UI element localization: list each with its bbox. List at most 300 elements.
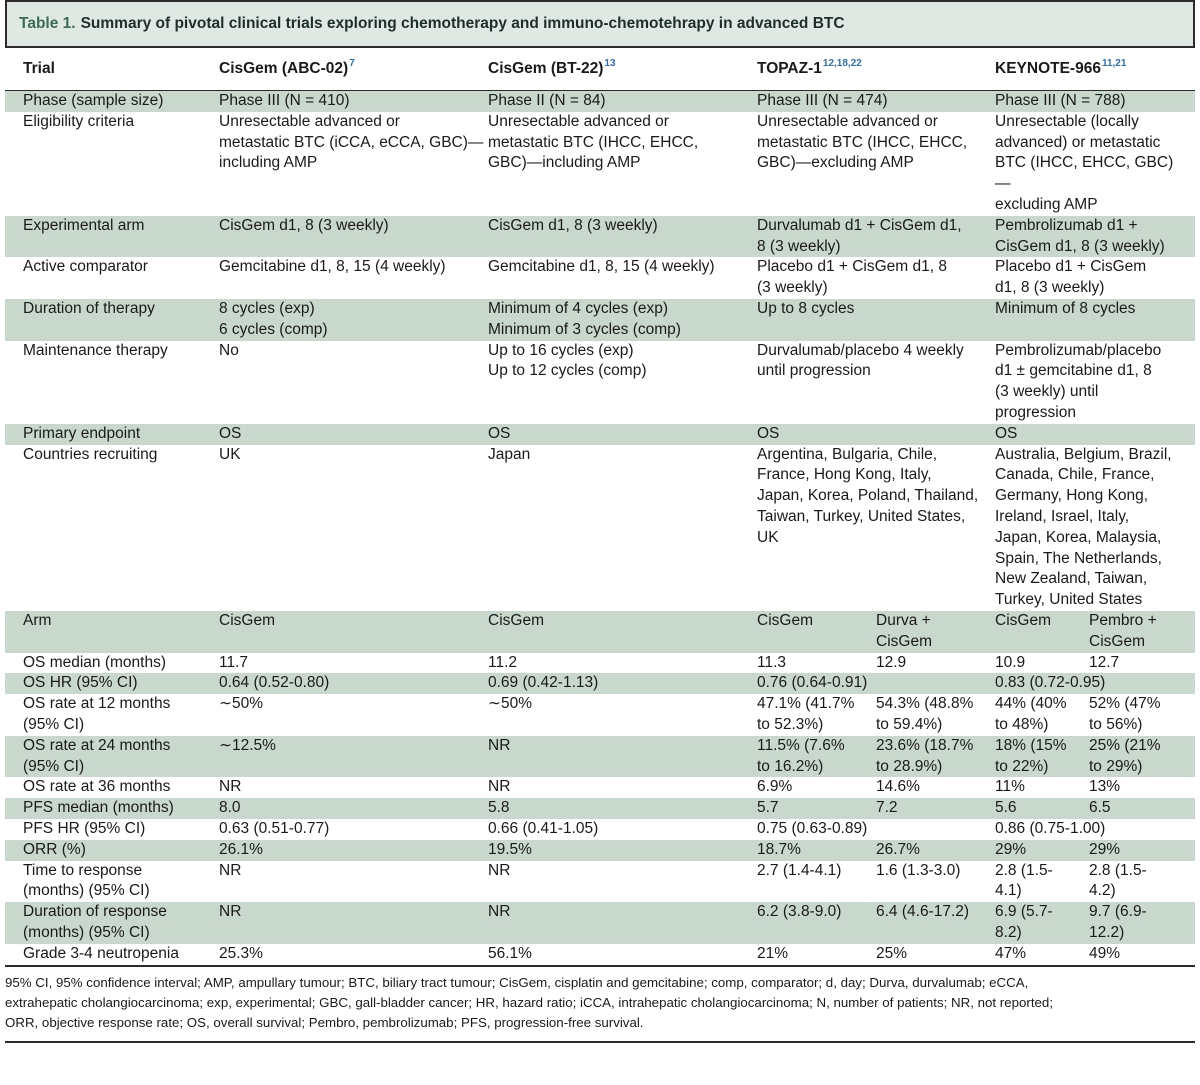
row-label <box>23 112 134 133</box>
cell-line: including AMP <box>219 154 318 172</box>
cell-line: CisGem d1, 8 (3 weekly) <box>995 237 1165 255</box>
cell-line: Minimum of 4 cycles (exp) <box>488 299 669 317</box>
cell-line: GBC)—including AMP <box>488 154 641 172</box>
header-ref: 11,21 <box>1101 57 1127 69</box>
cell-line: 54.3% (48.8% <box>876 695 974 713</box>
cell-keynote966 <box>995 819 1105 840</box>
cell-line: 8 (3 weekly) <box>757 237 841 255</box>
cell-line: Pembrolizumab d1 + <box>995 216 1138 234</box>
cell-line: Primary endpoint <box>23 424 141 442</box>
header-ref: 12,18,22 <box>822 57 862 69</box>
cell-topaz1 <box>757 341 964 383</box>
cell-line: NR <box>488 778 511 796</box>
cell-line: 44% (40% <box>995 695 1067 713</box>
cell-keynote966 <box>995 902 1053 944</box>
cell-line: to 16.2%) <box>757 757 824 775</box>
cell-abc02 <box>219 611 275 632</box>
cell-abc02 <box>219 445 241 466</box>
cell-topaz1-durva <box>876 736 973 778</box>
cell-line: 13% <box>1089 778 1121 796</box>
cell-line: CisGem d1, 8 (3 weekly) <box>488 216 658 234</box>
row-label <box>23 673 138 694</box>
cell-line: progression <box>995 403 1076 421</box>
cell-line: 0.66 (0.41-1.05) <box>488 819 599 837</box>
cell-line: Minimum of 3 cycles (comp) <box>488 320 681 338</box>
cell-line: 7.2 <box>876 799 898 817</box>
cell-keynote966 <box>995 299 1135 320</box>
table-footnote <box>5 965 1195 1037</box>
cell-line: to 56%) <box>1089 715 1143 733</box>
cell-line: ∼12.5% <box>219 736 276 754</box>
cell-line: Placebo d1 + CisGem <box>995 258 1147 276</box>
cell-line: CisGem <box>876 632 932 650</box>
table-body <box>5 91 1195 965</box>
cell-line: Taiwan, Turkey, United States, <box>757 507 966 525</box>
cell-line: (months) (95% CI) <box>23 882 150 900</box>
cell-abc02 <box>219 694 263 715</box>
cell-line: Australia, Belgium, Brazil, <box>995 445 1172 463</box>
footnote-line: extrahepatic cholangiocarcinoma; exp, experimental; GBC, gall-bladder cancer; HR, hazard ratio; iCCA, intrahepatic cholangiocarcinoma; N, number of patients; NR, not reported; <box>5 994 1054 1010</box>
trials-table <box>5 46 1195 965</box>
cell-line: UK <box>757 528 779 546</box>
cell-keynote966 <box>995 257 1146 299</box>
cell-line: Unresectable advanced or <box>757 112 938 130</box>
row-label <box>23 445 157 466</box>
cell-bt22 <box>488 736 510 757</box>
row-label <box>23 819 145 840</box>
cell-line: 14.6% <box>876 778 920 796</box>
cell-line: d1 ± gemcitabine d1, 8 <box>995 362 1152 380</box>
cell-line: 11.3 <box>757 653 787 671</box>
cell-line: 0.76 (0.64-0.91) <box>757 674 868 692</box>
cell-line: OS <box>757 424 780 442</box>
cell-line: Durva + <box>876 611 931 629</box>
cell-line: Pembro + <box>1089 611 1157 629</box>
cell-line: 11.2 <box>488 653 518 671</box>
cell-bt22 <box>488 861 510 882</box>
cell-line: Arm <box>23 611 52 629</box>
cell-line: 11.5% (7.6% <box>757 736 845 754</box>
cell-topaz1-durva <box>876 840 920 861</box>
cell-keynote966 <box>995 341 1161 424</box>
cell-abc02 <box>219 299 328 341</box>
cell-line: Time to response <box>23 861 143 879</box>
cell-abc02 <box>219 944 263 965</box>
cell-keynote966 <box>995 216 1165 258</box>
row-label <box>23 91 163 112</box>
cell-line: Gemcitabine d1, 8, 15 (4 weekly) <box>488 258 715 276</box>
cell-line: Experimental arm <box>23 216 145 234</box>
cell-line: France, Hong Kong, Italy, <box>757 466 932 484</box>
table-row <box>5 611 1195 653</box>
cell-topaz1-durva <box>876 798 898 819</box>
cell-keynote966-pembro <box>1089 944 1120 965</box>
row-label <box>23 611 51 632</box>
cell-line: CisGem <box>488 611 544 629</box>
cell-line: excluding AMP <box>995 195 1098 213</box>
cell-line: Durvalumab/placebo 4 weekly <box>757 341 964 359</box>
cell-abc02 <box>219 736 276 757</box>
cell-line: 6.9% <box>757 778 793 796</box>
row-label <box>23 777 170 798</box>
cell-line: CisGem <box>1089 632 1145 650</box>
bottom-rule <box>5 1041 1195 1043</box>
cell-line: No <box>219 341 239 359</box>
cell-line: advanced) or metastatic <box>995 133 1161 151</box>
row-label <box>23 736 170 778</box>
cell-topaz1-durva <box>876 653 906 674</box>
cell-line: 12.7 <box>1089 653 1120 671</box>
cell-line: NR <box>488 903 511 921</box>
row-label <box>23 653 166 674</box>
table-caption <box>5 0 1195 46</box>
cell-bt22 <box>488 257 715 278</box>
cell-line: ∼50% <box>488 695 533 713</box>
cell-abc02 <box>219 257 446 278</box>
cell-abc02 <box>219 673 329 694</box>
cell-line: metastatic BTC (iCCA, eCCA, GBC)— <box>219 133 484 151</box>
cell-topaz1 <box>757 299 854 320</box>
cell-abc02 <box>219 216 389 237</box>
cell-line: Spain, The Netherlands, <box>995 549 1162 567</box>
cell-line: 1.6 (1.3-3.0) <box>876 861 961 879</box>
cell-line: to 28.9%) <box>876 757 943 775</box>
cell-topaz1-durva <box>876 902 969 923</box>
cell-keynote966 <box>995 798 1017 819</box>
cell-line: GBC)—excluding AMP <box>757 154 914 172</box>
table-header-row <box>5 48 1195 91</box>
cell-line: 49% <box>1089 944 1121 962</box>
cell-line: 4.2) <box>1089 882 1116 900</box>
cell-topaz1 <box>757 861 841 882</box>
footnote-line: 95% CI, 95% confidence interval; AMP, ampullary tumour; BTC, biliary tract tumour; CisGem, cisplatin and gemcitabine; comp, comparator; d, day; Durva, durvalumab; eCCA, <box>5 974 1029 990</box>
cell-line: 12.9 <box>876 653 907 671</box>
cell-line: NR <box>219 778 242 796</box>
caption-text: Summary of pivotal clinical trials exploring chemotherapy and immuno-chemotehrapy in advanced BTC <box>80 15 845 32</box>
cell-line: 29% <box>995 840 1027 858</box>
header-ref: 7 <box>349 57 355 69</box>
cell-bt22 <box>488 819 598 840</box>
cell-bt22 <box>488 299 681 341</box>
cell-line: ORR (%) <box>23 840 86 858</box>
table-row <box>5 673 1195 694</box>
cell-line: Phase (sample size) <box>23 92 164 109</box>
cell-keynote966 <box>995 424 1017 445</box>
cell-line: 0.69 (0.42-1.13) <box>488 674 599 692</box>
cell-line: 0.75 (0.63-0.89) <box>757 819 868 837</box>
table-row <box>5 819 1195 840</box>
row-label <box>23 840 86 861</box>
cell-keynote966 <box>995 861 1053 903</box>
table-row <box>5 861 1195 903</box>
cell-line: Turkey, United States <box>995 591 1143 609</box>
cell-abc02 <box>219 798 241 819</box>
cell-keynote966 <box>995 91 1126 112</box>
cell-abc02 <box>219 840 263 861</box>
cell-topaz1 <box>757 112 967 174</box>
cell-line: ∼50% <box>219 695 264 713</box>
cell-line: 5.8 <box>488 799 510 817</box>
cell-bt22 <box>488 216 658 237</box>
cell-line: to 52.3%) <box>757 715 824 733</box>
cell-line: to 29%) <box>1089 757 1143 775</box>
row-label <box>23 944 179 965</box>
cell-topaz1 <box>757 216 962 258</box>
cell-line: NR <box>219 903 242 921</box>
cell-keynote966 <box>995 736 1067 778</box>
cell-topaz1-durva <box>876 694 973 736</box>
table-figure <box>5 0 1195 1043</box>
cell-topaz1-durva <box>876 861 960 882</box>
cell-line: Phase III (N = 788) <box>995 92 1126 109</box>
cell-topaz1 <box>757 902 841 923</box>
cell-line: Unresectable (locally <box>995 112 1139 130</box>
cell-keynote966-pembro <box>1089 840 1120 861</box>
cell-bt22 <box>488 694 532 715</box>
cell-line: Up to 12 cycles (comp) <box>488 362 647 380</box>
cell-line: to 59.4%) <box>876 715 943 733</box>
cell-line: Unresectable advanced or <box>219 112 400 130</box>
cell-abc02 <box>219 91 350 112</box>
cell-line: CisGem <box>995 611 1051 629</box>
row-label <box>23 798 174 819</box>
cell-line: OS rate at 36 months <box>23 778 171 796</box>
cell-line: Placebo d1 + CisGem d1, 8 <box>757 258 947 276</box>
cell-keynote966 <box>995 944 1026 965</box>
cell-line: — <box>995 175 1011 193</box>
cell-line: 0.86 (0.75-1.00) <box>995 819 1106 837</box>
cell-line: 25% <box>876 944 908 962</box>
cell-line: 23.6% (18.7% <box>876 736 974 754</box>
cell-bt22 <box>488 944 532 965</box>
cell-keynote966 <box>995 112 1173 216</box>
cell-line: 2.7 (1.4-4.1) <box>757 861 842 879</box>
cell-line: 47% <box>995 944 1027 962</box>
cell-line: New Zealand, Taiwan, <box>995 570 1148 588</box>
cell-line: 8.2) <box>995 923 1022 941</box>
cell-line: Canada, Chile, France, <box>995 466 1155 484</box>
cell-line: 6.4 (4.6-17.2) <box>876 903 970 921</box>
cell-line: OS median (months) <box>23 653 166 671</box>
cell-line: 9.7 (6.9- <box>1089 903 1147 921</box>
cell-line: CisGem <box>219 611 275 629</box>
cell-line: OS <box>488 424 511 442</box>
row-label <box>23 299 155 320</box>
cell-line: 56.1% <box>488 944 532 962</box>
cell-line: 2.8 (1.5- <box>1089 861 1147 879</box>
cell-abc02 <box>219 112 483 174</box>
table-row <box>5 840 1195 861</box>
cell-line: Japan, Korea, Poland, Thailand, <box>757 487 979 505</box>
cell-line: UK <box>219 445 241 463</box>
cell-keynote966 <box>995 694 1067 736</box>
cell-bt22 <box>488 777 510 798</box>
cell-line: 26.7% <box>876 840 920 858</box>
cell-line: to 22%) <box>995 757 1049 775</box>
cell-line: 12.2) <box>1089 923 1125 941</box>
table-row <box>5 798 1195 819</box>
cell-bt22 <box>488 902 510 923</box>
cell-bt22 <box>488 112 698 174</box>
cell-line: OS rate at 24 months <box>23 736 171 754</box>
cell-line: Japan, Korea, Malaysia, <box>995 528 1162 546</box>
header-abc02: CisGem (ABC-02) $^7$ <box>219 57 355 77</box>
cell-line: 18% (15% <box>995 736 1067 754</box>
cell-line: 0.63 (0.51-0.77) <box>219 819 330 837</box>
cell-line: 25% (21% <box>1089 736 1161 754</box>
cell-bt22 <box>488 424 510 445</box>
cell-topaz1 <box>757 257 947 299</box>
table-row <box>5 257 1195 299</box>
cell-keynote966-pembro <box>1089 611 1157 653</box>
cell-line: BTC (IHCC, EHCC, GBC) <box>995 154 1174 172</box>
cell-line: Germany, Hong Kong, <box>995 487 1149 505</box>
cell-line: 25.3% <box>219 944 263 962</box>
cell-line: Japan <box>488 445 531 463</box>
cell-line: Phase III (N = 410) <box>219 92 350 109</box>
cell-keynote966-pembro <box>1089 861 1147 903</box>
cell-abc02 <box>219 777 241 798</box>
cell-line: Phase III (N = 474) <box>757 92 888 109</box>
table-row <box>5 445 1195 611</box>
cell-keynote966 <box>995 445 1172 611</box>
cell-bt22 <box>488 840 532 861</box>
cell-bt22 <box>488 673 598 694</box>
cell-keynote966-pembro <box>1089 798 1111 819</box>
cell-abc02 <box>219 819 329 840</box>
cell-line: 52% (47% <box>1089 695 1161 713</box>
cell-line: (95% CI) <box>23 715 85 733</box>
cell-bt22 <box>488 653 517 674</box>
cell-line: Durvalumab d1 + CisGem d1, <box>757 216 962 234</box>
cell-line: 4.1) <box>995 882 1022 900</box>
cell-bt22 <box>488 798 510 819</box>
cell-line: Maintenance therapy <box>23 341 168 359</box>
cell-topaz1 <box>757 424 779 445</box>
cell-abc02 <box>219 653 248 674</box>
cell-topaz1-durva <box>876 944 907 965</box>
table-row <box>5 944 1195 965</box>
cell-line: (95% CI) <box>23 757 85 775</box>
cell-line: 8.0 <box>219 799 241 817</box>
cell-line: Unresectable advanced or <box>488 112 669 130</box>
table-row <box>5 653 1195 674</box>
cell-line: OS HR (95% CI) <box>23 674 138 692</box>
cell-topaz1 <box>757 673 867 694</box>
cell-line: NR <box>488 736 511 754</box>
cell-line: Active comparator <box>23 258 148 276</box>
row-label <box>23 694 170 736</box>
cell-keynote966-pembro <box>1089 736 1161 778</box>
cell-keynote966-pembro <box>1089 777 1120 798</box>
row-label <box>23 902 167 944</box>
cell-abc02 <box>219 424 241 445</box>
cell-line: metastatic BTC (IHCC, EHCC, <box>488 133 699 151</box>
cell-abc02 <box>219 861 241 882</box>
cell-keynote966-pembro <box>1089 902 1147 944</box>
cell-bt22 <box>488 91 606 112</box>
cell-line: 6.9 (5.7- <box>995 903 1053 921</box>
table-row <box>5 736 1195 778</box>
cell-line: 29% <box>1089 840 1121 858</box>
cell-line: Pembrolizumab/placebo <box>995 341 1162 359</box>
cell-line: 19.5% <box>488 840 532 858</box>
cell-line: (3 weekly) <box>757 279 828 297</box>
cell-line: OS <box>995 424 1018 442</box>
cell-line: 11.7 <box>219 653 249 671</box>
cell-line: 6 cycles (comp) <box>219 320 328 338</box>
table-row <box>5 299 1195 341</box>
cell-line: (months) (95% CI) <box>23 923 150 941</box>
cell-topaz1 <box>757 91 888 112</box>
header-ref: 13 <box>604 57 616 69</box>
cell-topaz1 <box>757 944 788 965</box>
row-label <box>23 216 144 237</box>
table-row <box>5 341 1195 424</box>
cell-topaz1 <box>757 798 779 819</box>
cell-line: NR <box>219 861 242 879</box>
cell-keynote966 <box>995 611 1051 632</box>
header-keynote966: KEYNOTE-966 $^{11,21}$ <box>995 57 1127 77</box>
cell-line: 11% <box>995 778 1025 796</box>
cell-line: 6.2 (3.8-9.0) <box>757 903 842 921</box>
cell-keynote966 <box>995 673 1105 694</box>
table-row <box>5 694 1195 736</box>
cell-keynote966-pembro <box>1089 653 1119 674</box>
cell-line: 18.7% <box>757 840 801 858</box>
table-row <box>5 216 1195 258</box>
cell-line: 5.7 <box>757 799 779 817</box>
cell-line: PFS HR (95% CI) <box>23 819 146 837</box>
cell-line: Up to 8 cycles <box>757 299 855 317</box>
cell-keynote966-pembro <box>1089 694 1161 736</box>
row-label <box>23 341 168 362</box>
cell-line: Minimum of 8 cycles <box>995 299 1136 317</box>
table-row <box>5 777 1195 798</box>
cell-line: 10.9 <box>995 653 1026 671</box>
cell-line: Phase II (N = 84) <box>488 92 606 109</box>
cell-topaz1 <box>757 840 801 861</box>
row-label <box>23 257 148 278</box>
cell-line: 5.6 <box>995 799 1017 817</box>
cell-line: Eligibility criteria <box>23 112 135 130</box>
cell-topaz1 <box>757 653 786 674</box>
row-label <box>23 424 140 445</box>
cell-topaz1 <box>757 611 813 632</box>
cell-abc02 <box>219 902 241 923</box>
cell-bt22 <box>488 611 544 632</box>
cell-abc02 <box>219 341 239 362</box>
header-trial: Trial <box>23 60 55 77</box>
footnote-line: ORR, objective response rate; OS, overall survival; Pembro, pembrolizumab; PFS, progression-free survival. <box>5 1015 644 1031</box>
cell-line: CisGem <box>757 611 813 629</box>
cell-line: Argentina, Bulgaria, Chile, <box>757 445 938 463</box>
cell-line: OS <box>219 424 242 442</box>
cell-line: to 48%) <box>995 715 1049 733</box>
cell-topaz1 <box>757 819 867 840</box>
header-topaz1: TOPAZ-1 $^{12,18,22}$ <box>757 57 862 77</box>
cell-line: OS rate at 12 months <box>23 695 171 713</box>
cell-line: 8 cycles (exp) <box>219 299 315 317</box>
cell-line: 0.64 (0.52-0.80) <box>219 674 330 692</box>
cell-line: d1, 8 (3 weekly) <box>995 279 1105 297</box>
cell-line: 0.83 (0.72-0.95) <box>995 674 1106 692</box>
cell-keynote966 <box>995 777 1025 798</box>
cell-topaz1 <box>757 777 792 798</box>
cell-line: PFS median (months) <box>23 799 174 817</box>
cell-bt22 <box>488 445 530 466</box>
row-label <box>23 861 150 903</box>
